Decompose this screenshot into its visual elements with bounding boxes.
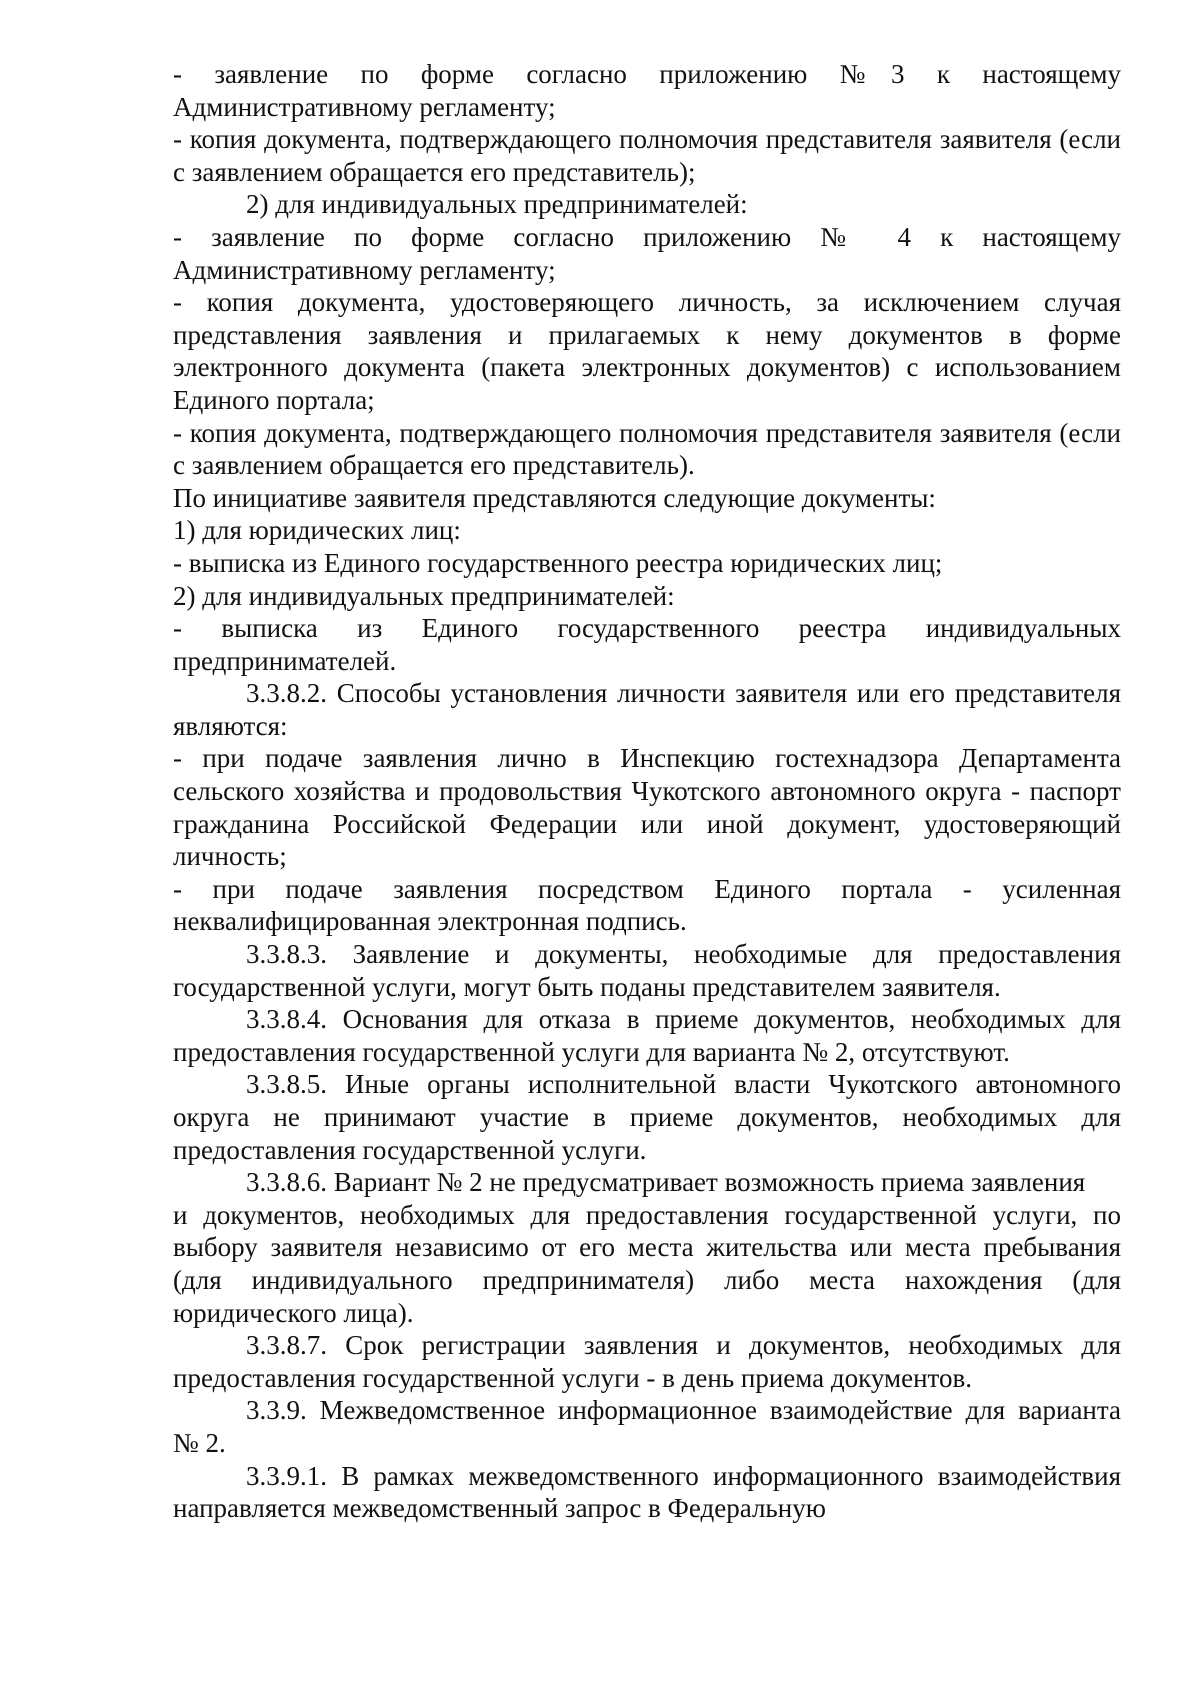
list-item-identity-document-copy: - копия документа, удостоверяющего личность, за исключением случая представления заявления и прилагаемых к нему документов в форме электронного документа (пакета электронных документов) с использованием Единого портала; xyxy=(173,287,1121,415)
list-item-in-person-identification: - при подаче заявления лично в Инспекцию гостехнадзора Департамента сельского хозяйства и продовольствия Чукотского автономного округа - паспорт гражданина Российской Федерации или иной документ, удостоверяющий личность; xyxy=(173,743,1121,872)
subheading-legal-entities: 1) для юридических лиц: xyxy=(173,515,461,546)
list-item-representative-authority-copy: - копия документа, подтверждающего полномочия представителя заявителя (если с заявлением обращается его представитель); xyxy=(173,124,1121,187)
section-3-3-9: 3.3.9. Межведомственное информационное взаимодействие для варианта № 2. xyxy=(173,1395,1121,1458)
subheading-individual-entrepreneurs-2: 2) для индивидуальных предпринимателей: xyxy=(173,580,675,611)
list-item-egrul-extract: - выписка из Единого государственного реестра юридических лиц; xyxy=(173,547,943,578)
section-3-3-8-6: 3.3.8.6. Вариант № 2 не предусматривает возможность приема заявления xyxy=(246,1167,1086,1198)
list-item-portal-identification: - при подаче заявления посредством Единого портала - усиленная неквалифицированная электронная подпись. xyxy=(173,873,1121,937)
list-item-egrip-extract: - выписка из Единого государственного реестра индивидуальных предпринимателей. xyxy=(173,613,1121,676)
section-3-3-8-2: 3.3.8.2. Способы установления личности заявителя или его представителя являются: xyxy=(173,678,1121,741)
section-3-3-8-6-continued: и документов, необходимых для предоставления государственной услуги, по выбору заявителя независимо от его места жительства или места пребывания (для индивидуального предпринимателя) либо места нахождения (для юридического лица). xyxy=(173,1199,1121,1328)
list-item-application-form-4: - заявление по форме согласно приложению № 4 к настоящему Административному регламенту; xyxy=(173,221,1121,285)
paragraph-applicant-initiative: По инициативе заявителя представляются следующие документы: xyxy=(173,482,936,513)
section-3-3-8-5: 3.3.8.5. Иные органы исполнительной власти Чукотского автономного округа не принимают участие в приеме документов, необходимых для предоставления государственной услуги. xyxy=(173,1069,1121,1165)
document-page xyxy=(173,58,1121,1525)
section-3-3-8-7: 3.3.8.7. Срок регистрации заявления и документов, необходимых для предоставления государственной услуги - в день приема документов. xyxy=(173,1330,1121,1393)
list-item-application-form-3: - заявление по форме согласно приложению №3 к настоящему Административному регламенту; xyxy=(173,59,1121,122)
section-3-3-8-4: 3.3.8.4. Основания для отказа в приеме документов, необходимых для предоставления государственной услуги для варианта № 2, отсутствуют. xyxy=(173,1004,1121,1067)
section-3-3-8-3: 3.3.8.3. Заявление и документы, необходимые для предоставления государственной услуги, могут быть поданы представителем заявителя. xyxy=(173,939,1121,1002)
list-item-representative-authority-copy-2: - копия документа, подтверждающего полномочия представителя заявителя (если с заявлением обращается его представитель). xyxy=(173,417,1121,481)
section-3-3-9-1: 3.3.9.1. В рамках межведомственного информационного взаимодействия направляется межведомственный запрос в Федеральную xyxy=(173,1460,1121,1524)
subheading-individual-entrepreneurs: 2) для индивидуальных предпринимателей: xyxy=(246,189,748,220)
